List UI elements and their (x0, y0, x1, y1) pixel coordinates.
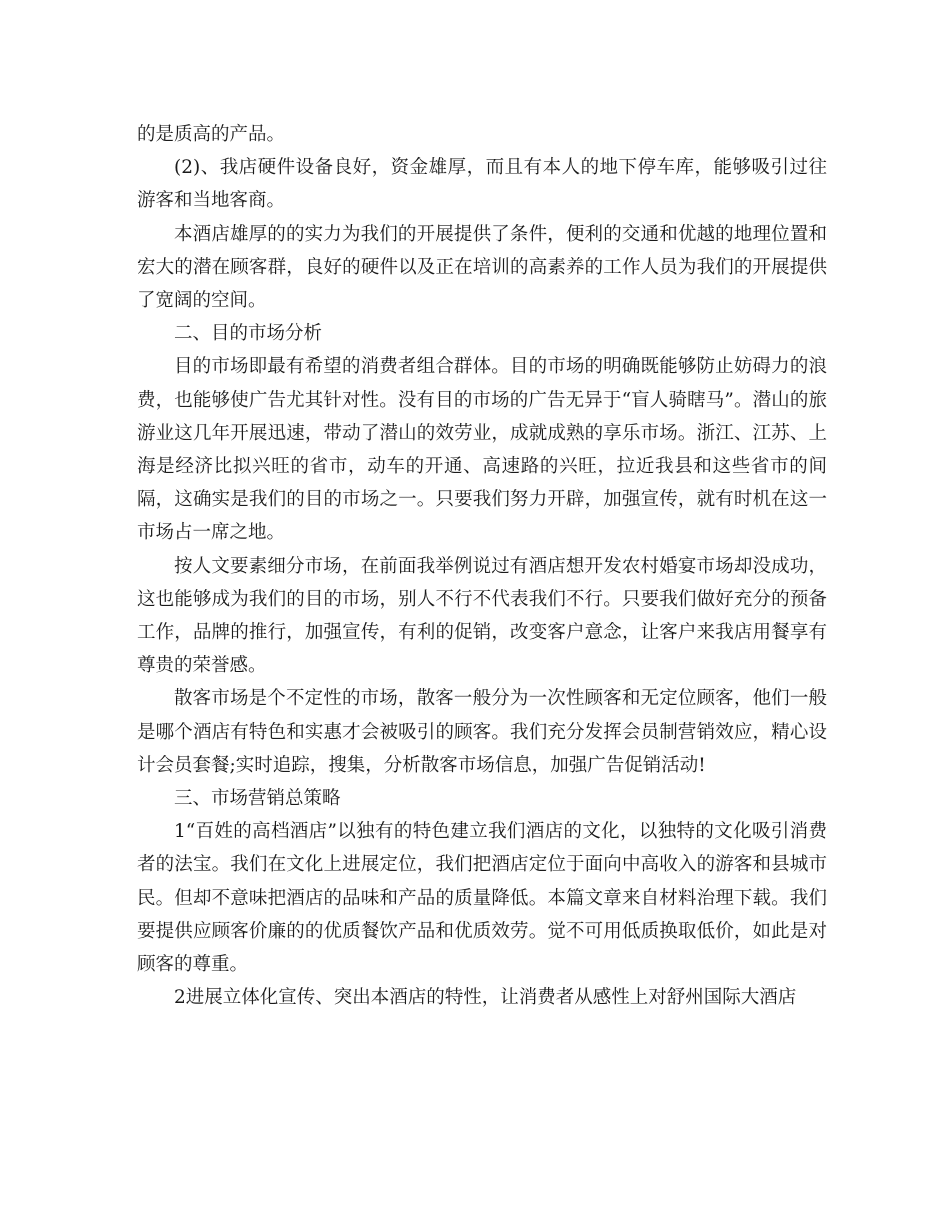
document-body (137, 118, 827, 1014)
paragraph-strategy-1: 1“百姓的高档酒店”以独有的特色建立我们酒店的文化，以独特的文化吸引消费者的法宝。我们在文化上进展定位，我们把酒店定位于面向中高收入的游客和县城市民。但却不意味把酒店的品味和产品的质量降低。本篇文章来自材料治理下载。我们要提供应顾客价廉的的优质餐饮产品和优质效劳。觉不可用低质换取低价，如此是对顾客的尊重。 (137, 821, 827, 976)
section-heading-target-market: 二、目的市场分析 (174, 323, 323, 345)
paragraph-strategy-2: 2进展立体化宣传、突出本酒店的特性，让消费者从感性上对舒州国际大酒店 (174, 987, 797, 1009)
paragraph-strength: 本酒店雄厚的的实力为我们的开展提供了条件，便利的交通和优越的地理位置和宏大的潜在顾客群，良好的硬件以及正在培训的高素养的工作人员为我们的开展提供了宽阔的空间。 (137, 223, 827, 312)
paragraph-humanistic-segmentation: 按人文要素细分市场，在前面我举例说过有酒店想开发农村婚宴市场却没成功，这也能够成为我们的目的市场，别人不行不代表我们不行。只要我们做好充分的预备工作，品牌的推行，加强宣传，有利的促销，改变客户意念，让客户来我店用餐享有尊贵的荣誉感。 (137, 555, 827, 677)
section-heading-marketing-strategy: 三、市场营销总策略 (174, 788, 341, 810)
paragraph-target-market: 目的市场即最有希望的消费者组合群体。目的市场的明确既能够防止妨碍力的浪费，也能够使广告尤其针对性。没有目的市场的广告无异于“盲人骑瞎马”。潜山的旅游业这几年开展迅速，带动了潜山的效劳业，成就成熟的享乐市场。浙江、江苏、上海是经济比拟兴旺的省市，动车的开通、高速路的兴旺，拉近我县和这些省市的间隔，这确实是我们的目的市场之一。只要我们努力开辟，加强宣传，就有时机在这一市场占一席之地。 (137, 356, 827, 544)
paragraph-continuation: 的是质高的产品。 (137, 124, 286, 145)
paragraph-hardware: (2)、我店硬件设备良好，资金雄厚，而且有本人的地下停车库，能够吸引过往游客和当地客商。 (137, 157, 827, 212)
paragraph-individual-customers: 散客市场是个不定性的市场，散客一般分为一次性顾客和无定位顾客，他们一般是哪个酒店有特色和实惠才会被吸引的顾客。我们充分发挥会员制营销效应，精心设计会员套餐;实时追踪，搜集，分析散客市场信息，加强广告促销活动! (137, 688, 827, 776)
